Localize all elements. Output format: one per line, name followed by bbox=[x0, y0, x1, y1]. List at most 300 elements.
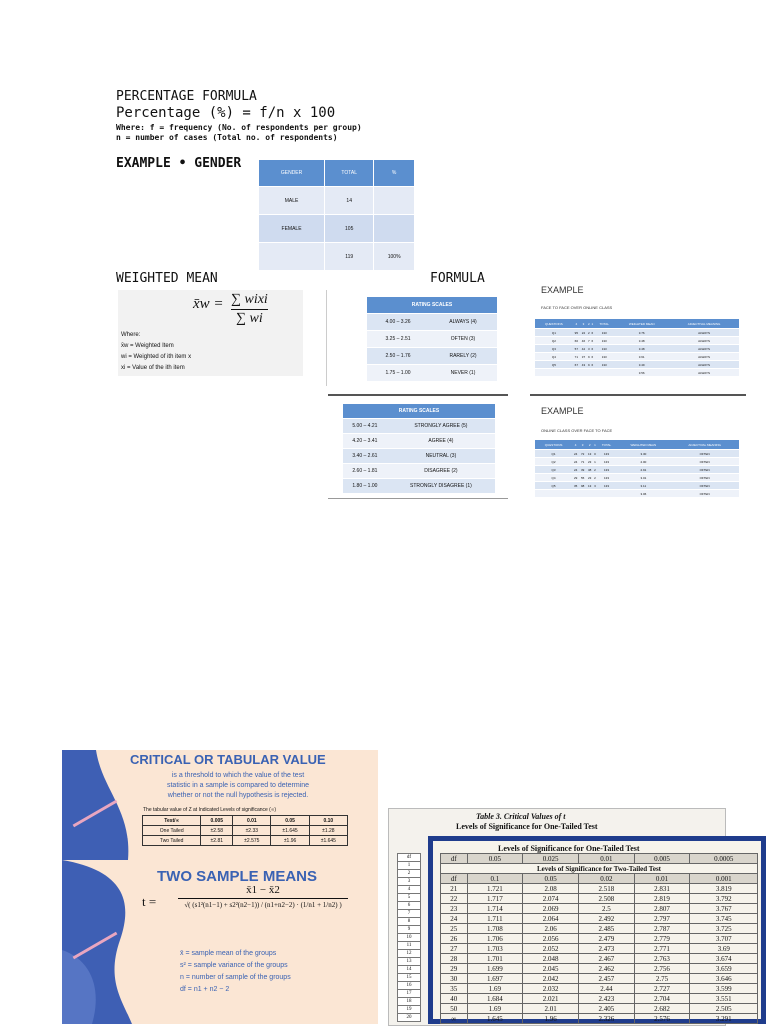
table-cell: 133 bbox=[594, 337, 614, 345]
table-row bbox=[441, 904, 758, 914]
table-cell: 3 bbox=[587, 346, 590, 351]
table-row bbox=[441, 934, 758, 944]
table-row bbox=[398, 950, 421, 958]
table-cell bbox=[573, 369, 580, 377]
table-cell: 38 bbox=[587, 467, 592, 472]
table-cell: 2.052 bbox=[523, 944, 579, 954]
legend-item: n = number of sample of the groups bbox=[180, 974, 291, 981]
table-cell: 1.699 bbox=[467, 964, 523, 974]
table-row bbox=[398, 918, 421, 926]
table-cell: 14 bbox=[325, 187, 374, 215]
header-cell: 0.05 bbox=[467, 854, 523, 864]
table-cell: ±2.575 bbox=[233, 836, 271, 846]
table-cell: 55 bbox=[580, 475, 585, 480]
table-cell: 2.5 bbox=[578, 904, 634, 914]
table-row bbox=[535, 329, 739, 337]
table-row bbox=[441, 1014, 758, 1024]
table-cell: NEUTRAL (3) bbox=[387, 449, 495, 464]
formula-title: FORMULA bbox=[430, 271, 485, 286]
table-cell: 4 bbox=[398, 886, 421, 894]
table-cell: 2.787 bbox=[634, 924, 690, 934]
table-cell: ALWAYS (4) bbox=[429, 314, 497, 331]
table-cell: ±1.645 bbox=[309, 836, 347, 846]
t-formula-denominator: √( (s1²(n1−1) + s2²(n2−1)) / (n1+n2−2) · (1/n1 + 1/n2) ) bbox=[184, 901, 342, 909]
table-cell: 23 bbox=[587, 459, 592, 464]
table-cell: 1.96 bbox=[523, 1014, 579, 1024]
table-row bbox=[441, 984, 758, 994]
header-cell: 0.005 bbox=[634, 854, 690, 864]
table-cell: 22 bbox=[581, 330, 586, 335]
table-cell: 2 bbox=[587, 330, 590, 335]
table-cell: 1.684 bbox=[467, 994, 523, 1004]
table-cell: 11 bbox=[398, 942, 421, 950]
table-cell: 1.714 bbox=[467, 904, 523, 914]
header-cell: TOTAL bbox=[325, 160, 374, 187]
header-cell: 0.01 bbox=[634, 874, 690, 884]
table-cell: 2.021 bbox=[523, 994, 579, 1004]
header-cell: TOTAL bbox=[597, 440, 617, 450]
table-cell: 3.30 bbox=[616, 450, 670, 458]
table-cell: 2.032 bbox=[523, 984, 579, 994]
table-cell: OFTEN bbox=[670, 490, 739, 498]
table-cell: OFTEN (3) bbox=[429, 331, 497, 348]
table-cell: 2.819 bbox=[634, 894, 690, 904]
table-cell bbox=[580, 369, 587, 377]
table-row bbox=[143, 836, 348, 846]
t-formula-numerator: x̄1 − x̄2 bbox=[246, 884, 280, 896]
table-row bbox=[343, 449, 495, 464]
header-cell: 0.1 bbox=[467, 874, 523, 884]
header-cell: WEIGHTED MEAN bbox=[614, 319, 669, 329]
table-row bbox=[398, 894, 421, 902]
table-cell: AGREE (4) bbox=[387, 434, 495, 449]
weighted-mean-title: WEIGHTED MEAN bbox=[116, 271, 218, 286]
table-cell: 6 bbox=[591, 354, 594, 359]
table-cell: 23 bbox=[441, 904, 468, 914]
table-cell: 1.708 bbox=[467, 924, 523, 934]
table-header-row bbox=[343, 404, 495, 419]
t-statistic-label: t = bbox=[142, 894, 157, 909]
table-cell: 2.069 bbox=[523, 904, 579, 914]
table-cell: 3 bbox=[594, 483, 596, 488]
table-row bbox=[441, 954, 758, 964]
table-row bbox=[367, 314, 497, 331]
table-cell: 3.707 bbox=[690, 934, 758, 944]
table-header-row bbox=[535, 440, 739, 450]
table-cell: 6 bbox=[591, 330, 594, 335]
table-cell: 2.492 bbox=[578, 914, 634, 924]
table-cell: OFTEN bbox=[670, 450, 739, 458]
table-cell: 3.01 bbox=[616, 474, 670, 482]
table-cell: ±2.81 bbox=[201, 836, 233, 846]
header-cell: df bbox=[441, 854, 468, 864]
table-cell: 71 bbox=[574, 354, 578, 359]
table-cell: 43 bbox=[581, 362, 586, 367]
header-cell: QUESTIONS bbox=[535, 319, 573, 329]
table-row bbox=[535, 450, 739, 458]
table-cell: MALE bbox=[259, 187, 325, 215]
table-cell: RARELY (2) bbox=[429, 348, 497, 365]
example-table bbox=[535, 440, 739, 498]
table-cell bbox=[374, 215, 415, 243]
table-cell bbox=[594, 369, 614, 377]
table-cell: 3.551 bbox=[690, 994, 758, 1004]
table-cell: 2 bbox=[398, 870, 421, 878]
table-cell bbox=[572, 490, 579, 498]
percentage-formula: Percentage (%) = f/n x 100 bbox=[116, 105, 336, 121]
header-cell: df bbox=[398, 854, 421, 862]
table-row bbox=[398, 958, 421, 966]
header-cell: 0.05 bbox=[271, 816, 309, 826]
table-cell: 2.704 bbox=[634, 994, 690, 1004]
table-cell bbox=[579, 490, 586, 498]
table-cell: 133 bbox=[597, 458, 617, 466]
table-cell: 3.745 bbox=[690, 914, 758, 924]
header-cell: 0.01 bbox=[233, 816, 271, 826]
table-cell: OFTEN bbox=[670, 482, 739, 490]
table-row bbox=[398, 910, 421, 918]
divider bbox=[326, 290, 327, 386]
weighted-mean-denominator: ∑ wi bbox=[236, 311, 263, 326]
table-cell: 2.00 bbox=[616, 458, 670, 466]
legend-item: df = n1 + n2 − 2 bbox=[180, 986, 230, 993]
table-cell: 23 bbox=[587, 475, 592, 480]
rating-scales-table bbox=[367, 297, 497, 382]
table-row bbox=[398, 862, 421, 870]
table-cell: 2.423 bbox=[578, 994, 634, 1004]
table-cell: OFTEN bbox=[670, 474, 739, 482]
weighted-mean-def: x̄w = Weighted Item bbox=[121, 343, 174, 349]
table-cell: 3.792 bbox=[690, 894, 758, 904]
table-cell: 133 bbox=[594, 329, 614, 337]
table-cell: Q4 bbox=[535, 353, 573, 361]
table-cell: 119 bbox=[325, 243, 374, 271]
table-cell: 133 bbox=[597, 474, 617, 482]
header-cell: df bbox=[441, 874, 468, 884]
table-cell bbox=[259, 243, 325, 271]
table-cell: FEMALE bbox=[259, 215, 325, 243]
table-row bbox=[259, 187, 415, 215]
header-cell: RATING SCALES bbox=[343, 404, 495, 419]
table-cell: 9 bbox=[587, 362, 590, 367]
table-cell: 17 bbox=[398, 990, 421, 998]
header-cell: 0.025 bbox=[523, 854, 579, 864]
header-cell: 0.02 bbox=[578, 874, 634, 884]
table-cell: 72 bbox=[580, 451, 585, 456]
table-row bbox=[535, 490, 739, 498]
header-cell: 0.05 bbox=[523, 874, 579, 884]
table-cell: 2 bbox=[594, 467, 596, 472]
table-row bbox=[398, 966, 421, 974]
table-cell: Q4 bbox=[535, 474, 572, 482]
table-cell: 2.045 bbox=[523, 964, 579, 974]
divider bbox=[328, 498, 508, 499]
critical-value-description: is a threshold to which the value of the test bbox=[171, 772, 305, 779]
table-cell: 2.405 bbox=[578, 1004, 634, 1014]
table-cell: 1.711 bbox=[467, 914, 523, 924]
percentage-where-f: Where: f = frequency (No. of respondents per group) bbox=[116, 123, 362, 132]
fraction-bar bbox=[231, 309, 268, 310]
header-cell: 0.005 bbox=[201, 816, 233, 826]
table-cell: 4.00 – 3.26 bbox=[367, 314, 429, 331]
table-cell: Q1 bbox=[535, 329, 573, 337]
table-cell: ALWAYS bbox=[669, 337, 739, 345]
table-cell: 21 bbox=[441, 884, 468, 894]
example-subtitle: ONLINE CLASS OVER FACE TO FACE bbox=[541, 428, 613, 433]
table-cell: 2.01 bbox=[523, 1004, 579, 1014]
table-row bbox=[441, 884, 758, 894]
table-cell: 16 bbox=[398, 982, 421, 990]
weighted-mean-numerator: ∑ wixi bbox=[231, 292, 268, 307]
table-cell: 29 bbox=[441, 964, 468, 974]
table-cell: 2.326 bbox=[578, 1014, 634, 1024]
table-row bbox=[343, 434, 495, 449]
table-cell: 6 bbox=[591, 346, 594, 351]
table-cell: 18 bbox=[398, 998, 421, 1006]
header-cell: 2 bbox=[586, 440, 593, 450]
table-header-row bbox=[143, 816, 348, 826]
critical-value-title: CRITICAL OR TABULAR VALUE bbox=[130, 752, 326, 767]
t-table-df-column bbox=[397, 853, 421, 1022]
table-row bbox=[367, 365, 497, 382]
table-cell: STRONGLY DISAGREE (1) bbox=[387, 479, 495, 494]
table-row bbox=[398, 854, 421, 862]
table-cell: 6 bbox=[591, 338, 594, 343]
table-cell: 24 bbox=[573, 459, 578, 464]
table-cell: 3.61 bbox=[614, 353, 669, 361]
table-cell: 9 bbox=[398, 926, 421, 934]
table-cell: 27 bbox=[441, 944, 468, 954]
header-cell: 1 bbox=[593, 440, 597, 450]
table-cell: 19 bbox=[398, 1006, 421, 1014]
table-cell: 2.467 bbox=[578, 954, 634, 964]
table-cell: 1.75 – 1.00 bbox=[367, 365, 429, 382]
table-cell: 2.457 bbox=[578, 974, 634, 984]
table-cell: 2.682 bbox=[634, 1004, 690, 1014]
table-cell bbox=[535, 490, 572, 498]
table-cell: 3 bbox=[398, 878, 421, 886]
table-row bbox=[398, 870, 421, 878]
table-cell: 26 bbox=[441, 934, 468, 944]
table-cell: 3.11 bbox=[616, 482, 670, 490]
table-cell: 3.659 bbox=[690, 964, 758, 974]
example-table bbox=[535, 319, 739, 377]
table-cell: 2.08 bbox=[523, 884, 579, 894]
table-cell bbox=[535, 369, 573, 377]
table-cell: 6 bbox=[398, 902, 421, 910]
legend-item: s² = sample variance of the groups bbox=[180, 962, 288, 969]
table-cell: 2.60 – 1.81 bbox=[343, 464, 387, 479]
table-cell: 98 bbox=[580, 483, 585, 488]
table-cell: 57 bbox=[574, 346, 578, 351]
table-cell: 95 bbox=[574, 330, 578, 335]
gender-table bbox=[258, 159, 415, 271]
table-cell: 6 bbox=[591, 362, 594, 367]
table-cell: 3.48 bbox=[614, 337, 669, 345]
table-cell: 14 bbox=[398, 966, 421, 974]
percentage-where-n: n = number of cases (Total no. of respondents) bbox=[116, 133, 338, 142]
table-cell: 46 bbox=[581, 338, 586, 343]
table-cell: 22 bbox=[441, 894, 468, 904]
table-cell: 24 bbox=[441, 914, 468, 924]
table-cell: 1 bbox=[398, 862, 421, 870]
table-cell: 2.771 bbox=[634, 944, 690, 954]
table-cell: OFTEN bbox=[670, 466, 739, 474]
table-cell: 2.518 bbox=[578, 884, 634, 894]
table-cell: 3.767 bbox=[690, 904, 758, 914]
table-row bbox=[535, 337, 739, 345]
table-row bbox=[398, 1006, 421, 1014]
table-cell: 2.797 bbox=[634, 914, 690, 924]
table-header-row bbox=[367, 297, 497, 314]
table-cell: 133 bbox=[594, 361, 614, 369]
table-cell: 1.717 bbox=[467, 894, 523, 904]
table-cell: 2.44 bbox=[578, 984, 634, 994]
header-cell: GENDER bbox=[259, 160, 325, 187]
table-cell: 2 bbox=[594, 475, 596, 480]
table-cell: ALWAYS bbox=[669, 369, 739, 377]
table-cell: 3.69 bbox=[690, 944, 758, 954]
header-cell: ADJECTIVAL MEANING bbox=[669, 319, 739, 329]
table-cell: 2.508 bbox=[578, 894, 634, 904]
table-cell: Q3 bbox=[535, 466, 572, 474]
table-row bbox=[367, 348, 497, 365]
table-cell: 2.779 bbox=[634, 934, 690, 944]
table-cell: 39 bbox=[580, 467, 585, 472]
example-gender-label: EXAMPLE • GENDER bbox=[116, 156, 242, 171]
header-cell: 2 bbox=[587, 319, 591, 329]
table-cell: 7 bbox=[398, 910, 421, 918]
weighted-mean-def: xi = Value of the ith item bbox=[121, 365, 185, 371]
table-cell: 2.50 – 1.76 bbox=[367, 348, 429, 365]
table-row bbox=[398, 878, 421, 886]
table-cell: 13 bbox=[587, 451, 592, 456]
header-cell: 0.01 bbox=[578, 854, 634, 864]
z-table-caption: The tabular value of Z at Indicated Levels of significance (∝) bbox=[143, 807, 277, 813]
table-cell: 3.76 bbox=[614, 329, 669, 337]
table-cell: 2.06 bbox=[523, 924, 579, 934]
table-cell: 1.703 bbox=[467, 944, 523, 954]
table-row bbox=[441, 924, 758, 934]
table-cell: 2.576 bbox=[634, 1014, 690, 1024]
table-cell: 71 bbox=[580, 459, 585, 464]
t-table bbox=[440, 853, 758, 1024]
table-cell: 3.49 bbox=[614, 361, 669, 369]
fraction-bar bbox=[178, 898, 348, 899]
table-header-row bbox=[259, 160, 415, 187]
table-cell: 1.69 bbox=[467, 984, 523, 994]
t-table-subtitle: Levels of Significance for One-Tailed Test bbox=[456, 822, 598, 831]
table-row bbox=[441, 914, 758, 924]
table-row bbox=[441, 1004, 758, 1014]
table-cell: 3.674 bbox=[690, 954, 758, 964]
table-cell: Q2 bbox=[535, 458, 572, 466]
table-cell: ∞ bbox=[441, 1014, 468, 1024]
table-cell: Q2 bbox=[535, 337, 573, 345]
divider bbox=[328, 394, 508, 396]
table-cell bbox=[597, 490, 617, 498]
table-cell: 1.645 bbox=[467, 1014, 523, 1024]
table-cell: 42 bbox=[581, 346, 586, 351]
table-cell: ±2.58 bbox=[201, 826, 233, 836]
example-label: EXAMPLE bbox=[541, 406, 584, 416]
table-cell: 100% bbox=[374, 243, 415, 271]
table-cell: Q5 bbox=[535, 482, 572, 490]
table-cell: 3.06 bbox=[616, 490, 670, 498]
table-cell: 3.819 bbox=[690, 884, 758, 894]
table-cell: 24 bbox=[573, 467, 578, 472]
table-cell: 9 bbox=[587, 354, 590, 359]
t-statistic-formula bbox=[178, 884, 348, 909]
table-row bbox=[535, 369, 739, 377]
table-row bbox=[398, 974, 421, 982]
rating-scales-table bbox=[343, 404, 495, 494]
table-row bbox=[398, 982, 421, 990]
example-label: EXAMPLE bbox=[541, 285, 584, 295]
table-row bbox=[343, 419, 495, 434]
table-cell: ALWAYS bbox=[669, 361, 739, 369]
table-cell bbox=[374, 187, 415, 215]
header-cell: ADJECTIVAL MEANING bbox=[670, 440, 739, 450]
divider bbox=[530, 394, 746, 396]
table-cell: 1.706 bbox=[467, 934, 523, 944]
table-header-row bbox=[441, 854, 758, 864]
table-cell: 2.75 bbox=[634, 974, 690, 984]
table-row bbox=[259, 215, 415, 243]
table-row bbox=[343, 464, 495, 479]
two-sample-means-title: TWO SAMPLE MEANS bbox=[157, 868, 317, 885]
table-cell: 35 bbox=[441, 984, 468, 994]
table-cell: 3.48 bbox=[614, 345, 669, 353]
table-cell: ALWAYS bbox=[669, 345, 739, 353]
header-cell: 0.10 bbox=[309, 816, 347, 826]
table-row bbox=[535, 474, 739, 482]
table-cell: STRONGLY AGREE (5) bbox=[387, 419, 495, 434]
table-cell: 1.69 bbox=[467, 1004, 523, 1014]
table-cell: ALWAYS bbox=[669, 353, 739, 361]
table-cell: 133 bbox=[597, 450, 617, 458]
table-cell: 37 bbox=[581, 354, 586, 359]
table-cell: 1.721 bbox=[467, 884, 523, 894]
table-row bbox=[398, 990, 421, 998]
table-cell: 2.485 bbox=[578, 924, 634, 934]
table-row bbox=[441, 894, 758, 904]
table-cell: 2.756 bbox=[634, 964, 690, 974]
table-cell: Q1 bbox=[535, 450, 572, 458]
table-cell: 2.479 bbox=[578, 934, 634, 944]
table-cell: 13 bbox=[398, 958, 421, 966]
header-cell: QUESTIONS bbox=[535, 440, 572, 450]
table-cell: 5.00 – 4.21 bbox=[343, 419, 387, 434]
header-cell: 1 bbox=[591, 319, 595, 329]
table-cell: 40 bbox=[441, 994, 468, 1004]
table-row bbox=[398, 926, 421, 934]
header-cell: 3 bbox=[580, 319, 587, 329]
table-cell: ±2.33 bbox=[233, 826, 271, 836]
table-header-row bbox=[441, 874, 758, 884]
table-cell: 2.473 bbox=[578, 944, 634, 954]
table-cell: 20 bbox=[398, 1014, 421, 1022]
table-cell: 0 bbox=[594, 451, 596, 456]
table-cell: 3.599 bbox=[690, 984, 758, 994]
table-row bbox=[535, 353, 739, 361]
table-cell: One Tailed bbox=[143, 826, 201, 836]
table-row bbox=[535, 482, 739, 490]
table-row bbox=[535, 345, 739, 353]
table-row bbox=[398, 942, 421, 950]
example-subtitle: FACE TO FACE OVER ONLINE CLASS bbox=[541, 305, 613, 310]
table-row bbox=[441, 974, 758, 984]
